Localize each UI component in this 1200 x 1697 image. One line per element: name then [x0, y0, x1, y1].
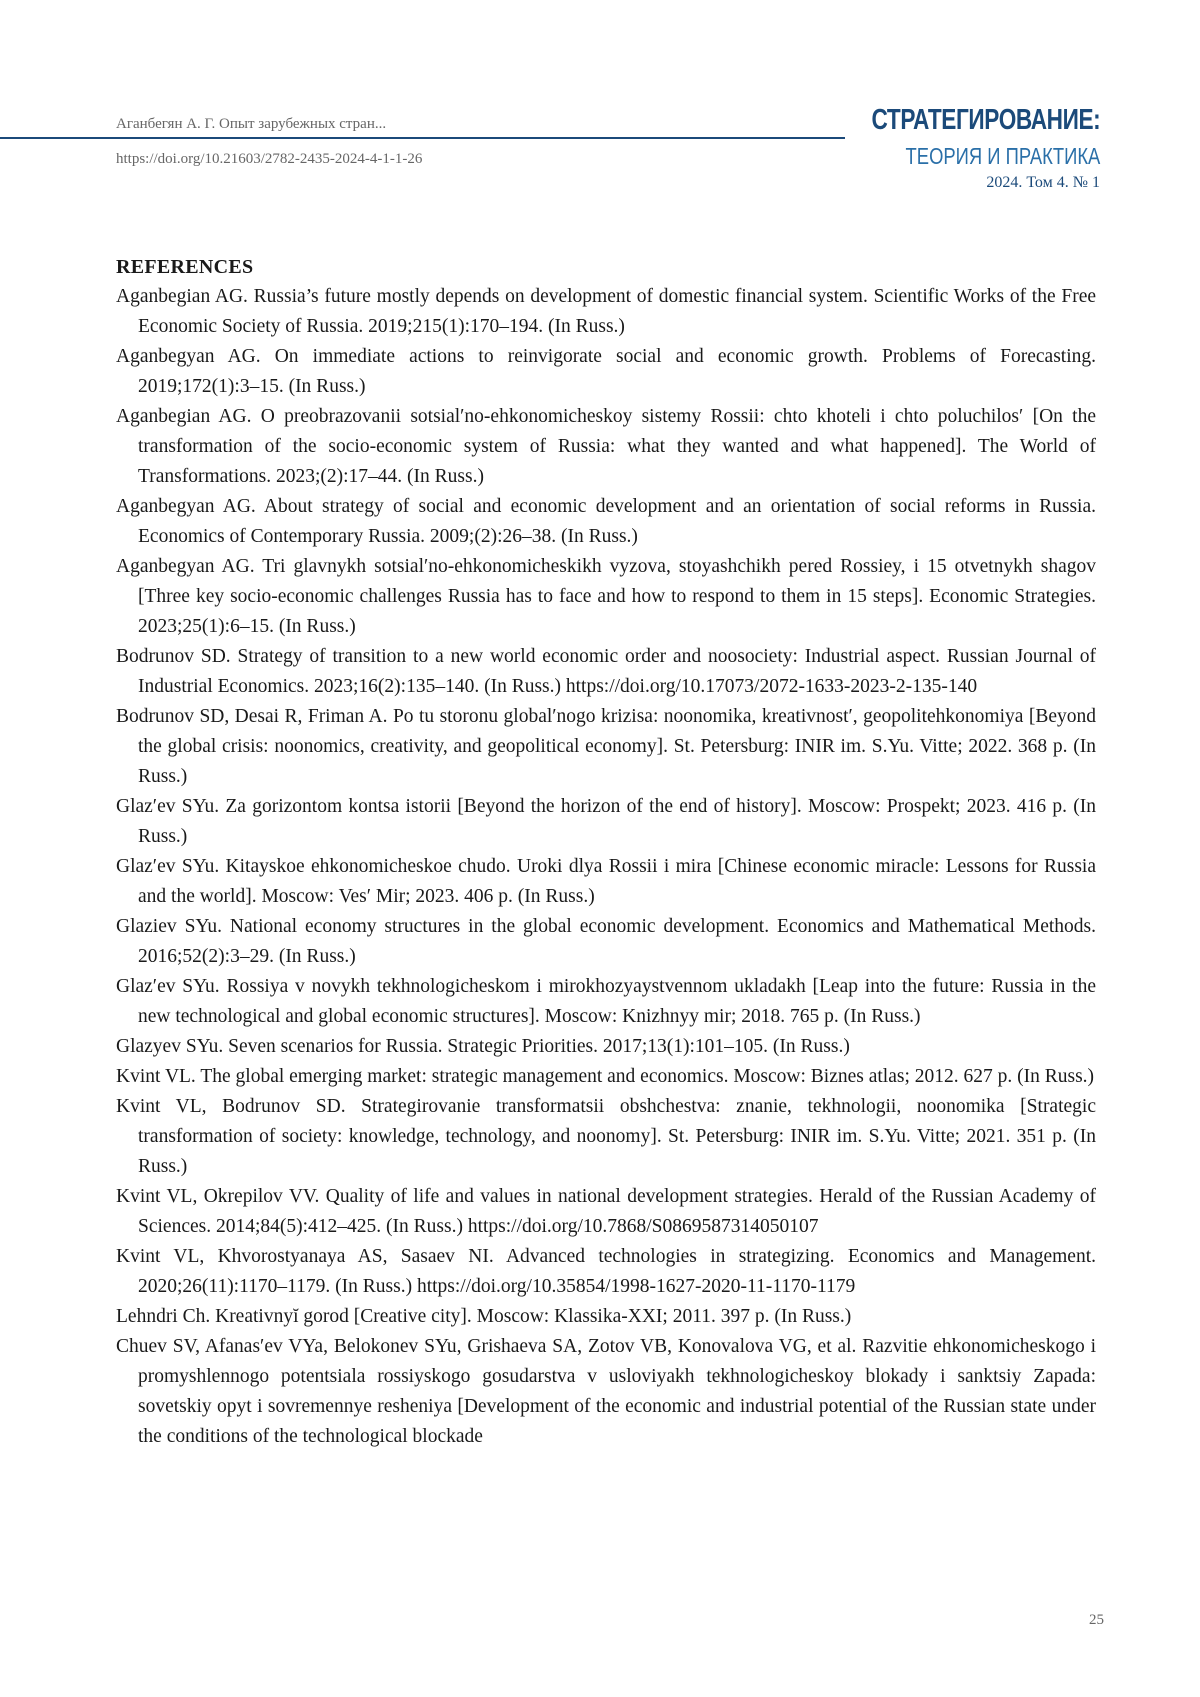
reference-item: Glazyev SYu. Seven scenarios for Russia. Strategic Priorities. 2017;13(1):101–105. (In Russ.): [116, 1036, 850, 1057]
reference-item: Aganbegyan AG. On immediate actions to reinvigorate social and economic growth. Problems of Forecasting. 2019;172(1):3–15. (In Russ.): [116, 346, 1096, 397]
reference-item: Glaz′ev SYu. Kitayskoe ehkonomicheskoe chudo. Uroki dlya Rossii i mira [Chinese economic miracle: Lessons for Russia and the world]. Moscow: Ves′ Mir; 2023. 406 p. (In Russ.): [116, 856, 1096, 907]
journal-subtitle: ТЕОРИЯ И ПРАКТИКА: [905, 143, 1100, 169]
running-title: Аганбегян А. Г. Опыт зарубежных стран...: [116, 116, 387, 132]
reference-item: Glaz′ev SYu. Rossiya v novykh tekhnologicheskom i mirokhozyaystvennom ukladakh [Leap into the future: Russia in the new technological and global economic structures]. Moscow: Knizhnyy mir; 2018. 765 p. (In Russ.): [116, 976, 1096, 1027]
reference-item: Kvint VL. The global emerging market: strategic management and economics. Moscow: Biznes atlas; 2012. 627 p. (In Russ.): [116, 1066, 1095, 1087]
reference-item: Aganbegyan AG. About strategy of social and economic development and an orientation of social reforms in Russia. Economics of Contemporary Russia. 2009;(2):26–38. (In Russ.): [116, 496, 1096, 547]
reference-item: Aganbegian AG. Russia’s future mostly depends on development of domestic financial system. Scientific Works of the Free Economic Society of Russia. 2019;215(1):170–194. (In Russ.): [116, 286, 1096, 337]
journal-logo: [807, 104, 1100, 192]
reference-item: Aganbegian AG. O preobrazovanii sotsial′no-ehkonomicheskoy sistemy Rossii: chto khoteli i chto poluchilos′ [On the transformation of the socio-economic system of Russia: what they wanted and what happened]. The World of Transformations. 2023;(2):17–44. (In Russ.): [116, 406, 1096, 487]
reference-item: Bodrunov SD. Strategy of transition to a new world economic order and noosociety: Industrial aspect. Russian Journal of Industrial Economics. 2023;16(2):135–140. (In Russ.) https://doi.org/10.17073/2072-1633-2023-2-135-140: [116, 646, 1096, 697]
reference-item: Kvint VL, Khvorostyanaya AS, Sasaev NI. Advanced technologies in strategizing. Economics and Management. 2020;26(11):1170–1179. (In Russ.) https://doi.org/10.35854/1998-1627-2020-11-1170-1179: [116, 1246, 1096, 1297]
reference-item: Lehndri Ch. Kreativnyĭ gorod [Creative city]. Moscow: Klassika-XXI; 2011. 397 p. (In Russ.): [116, 1306, 852, 1327]
reference-item: Kvint VL, Okrepilov VV. Quality of life and values in national development strategies. Herald of the Russian Academy of Sciences. 2014;84(5):412–425. (In Russ.) https://doi.org/10.7868/S0869587314050107: [116, 1186, 1096, 1237]
reference-item: Bodrunov SD, Desai R, Friman A. Po tu storonu global′nogo krizisa: noonomika, kreativnost′, geopolitehkonomiya [Beyond the global crisis: noonomics, creativity, and geopolitical economy]. St. Petersburg: INIR im. S.Yu. Vitte; 2022. 368 p. (In Russ.): [116, 706, 1096, 787]
article-doi: https://doi.org/10.21603/2782-2435-2024-4-1-1-26: [116, 151, 423, 167]
references-heading: REFERENCES: [116, 256, 254, 278]
reference-item: Glaz′ev SYu. Za gorizontom kontsa istorii [Beyond the horizon of the end of history]. Moscow: Prospekt; 2023. 416 p. (In Russ.): [116, 796, 1096, 847]
header-divider: [0, 137, 845, 139]
reference-item: Glaziev SYu. National economy structures in the global economic development. Economics and Mathematical Methods. 2016;52(2):3–29. (In Russ.): [116, 916, 1096, 967]
journal-issue: 2024. Том 4. № 1: [986, 174, 1100, 191]
reference-item: Kvint VL, Bodrunov SD. Strategirovanie transformatsii obshchestva: znanie, tekhnologii, noonomika [Strategic transformation of society: knowledge, technology, and noonomy]. St. Petersburg: INIR im. S.Yu. Vitte; 2021. 351 p. (In Russ.): [116, 1096, 1096, 1177]
reference-list: [116, 282, 1096, 1452]
reference-item: Chuev SV, Afanas′ev VYa, Belokonev SYu, Grishaeva SA, Zotov VB, Konovalova VG, et al. Razvitie ehkonomicheskogo i promyshlennogo potentsiala rossiyskogo gosudarstva v usloviyakh tekhnologicheskoy blokady i sanktsiy Zapada: sovetskiy opyt i sovremennye resheniya [Development of the economic and industrial potential of the Russian state under the conditions of the technological blockade: [116, 1336, 1096, 1447]
page-number: 25: [1089, 1612, 1104, 1628]
journal-title: СТРАТЕГИРОВАНИЕ:: [871, 104, 1100, 136]
references-section: [116, 252, 1096, 1452]
reference-item: Aganbegyan AG. Tri glavnykh sotsial′no-ehkonomicheskikh vyzova, stoyashchikh pered Rossiey, i 15 otvetnykh shagov [Three key socio-economic challenges Russia has to face and how to respond to them in 15 steps]. Economic Strategies. 2023;25(1):6–15. (In Russ.): [116, 556, 1096, 637]
